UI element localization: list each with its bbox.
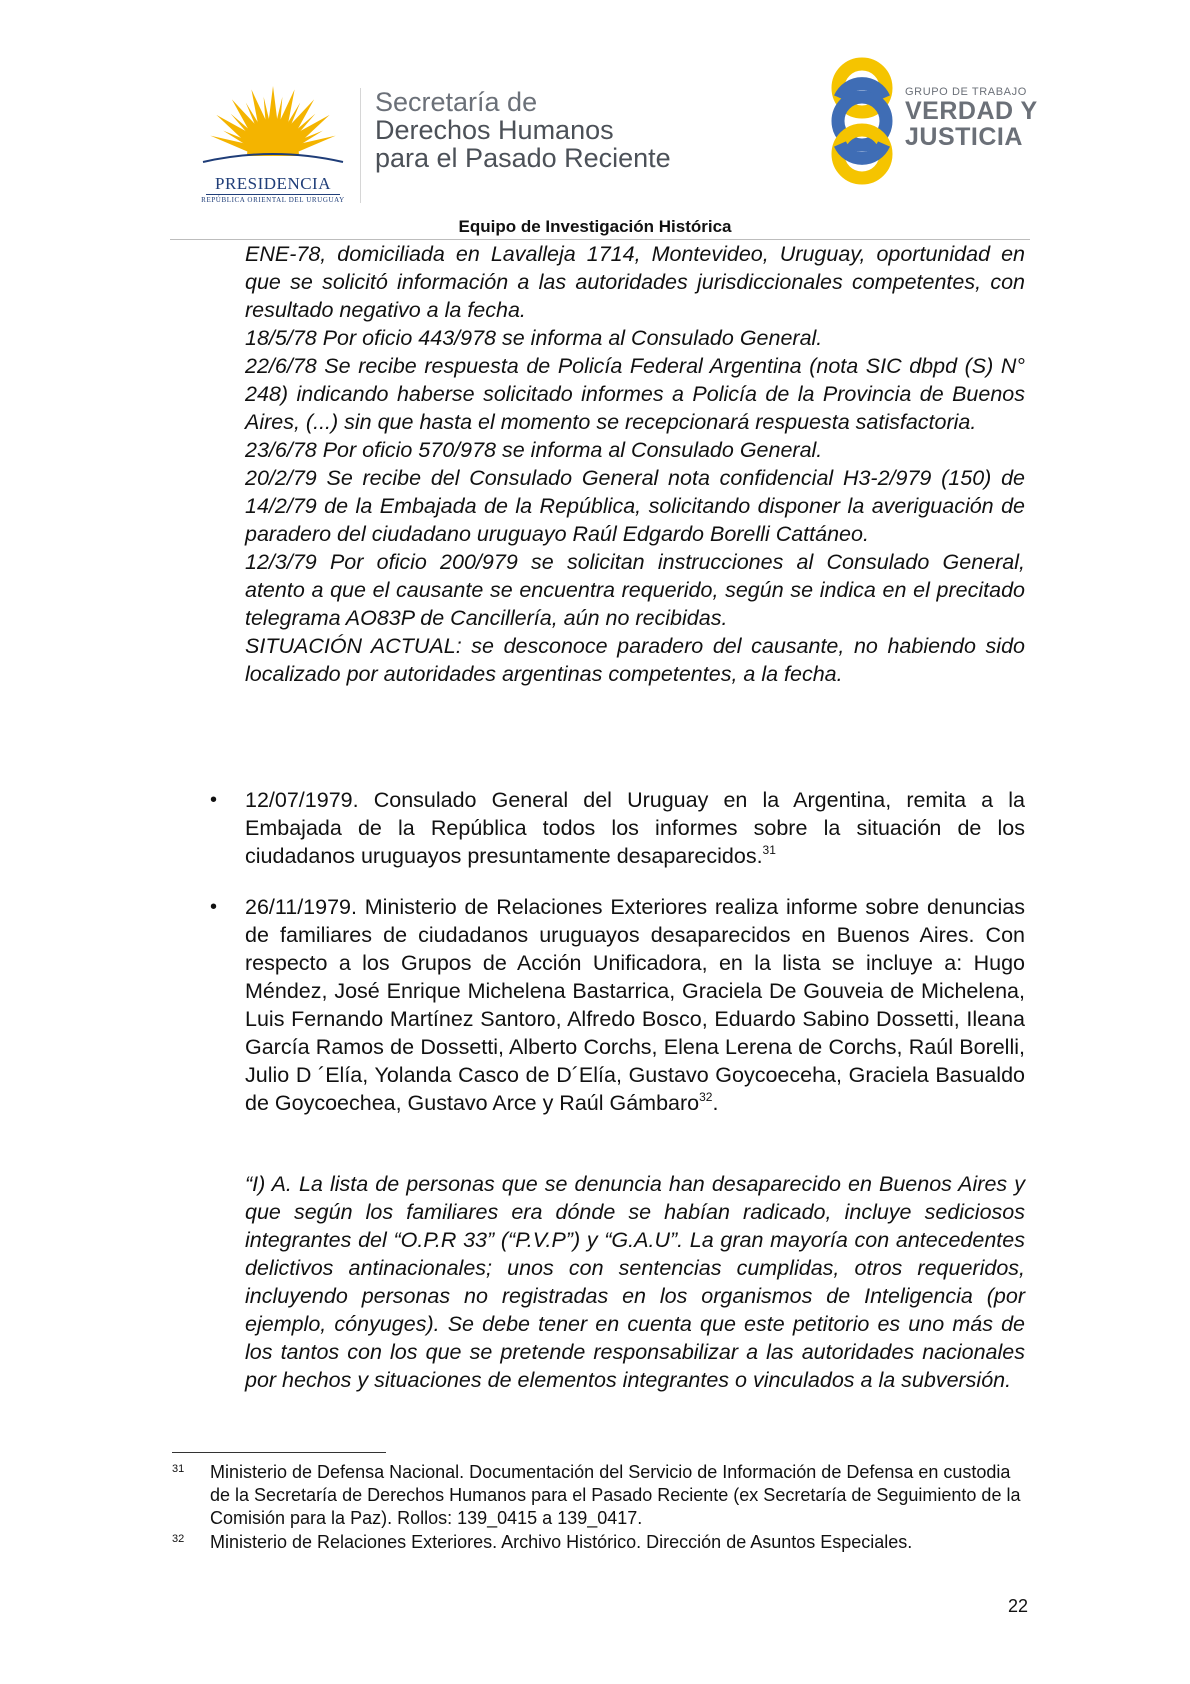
intro-paragraph: 23/6/78 Por oficio 570/978 se informa al Consulado General.	[245, 438, 823, 462]
footnote-number: 32	[172, 1533, 185, 1545]
verdad-justicia-logo	[822, 56, 902, 186]
bullet-text	[245, 893, 1025, 1117]
sun-emblem-icon	[198, 74, 348, 174]
presidencia-subtitle: REPÚBLICA ORIENTAL DEL URUGUAY	[201, 196, 345, 204]
footnote-text: Ministerio de Defensa Nacional. Documentación del Servicio de Información de Defensa en custodia de la Secretaría de Derechos Humanos para el Pasado Reciente (ex Secretaría de Seguimiento de la Comisión para la Paz). Rollos: 139_0415 a 139_0417.	[210, 1462, 1021, 1528]
bullet-end: .	[712, 1091, 719, 1115]
interlocking-rings-icon	[822, 56, 902, 186]
bullet-marker: •	[210, 789, 218, 811]
logo-divider	[360, 88, 361, 203]
vj-line-1: VERDAD Y	[905, 97, 1038, 125]
bullet-marker: •	[210, 896, 218, 918]
footnote-ref[interactable]: 31	[762, 843, 776, 857]
verdad-justicia-text	[905, 86, 1055, 150]
bullet-text	[245, 786, 1025, 870]
intro-paragraph: ENE-78, domiciliada en Lavalleja 1714, Montevideo, Uruguay, oportunidad en que se solicitó información a las autoridades jurisdiccionales competentes, con resultado negativo a la fecha.	[245, 242, 1025, 322]
intro-paragraph: 12/3/79 Por oficio 200/979 se solicitan instrucciones al Consulado General, atento a que el causante se encuentra requerido, según se indica en el precitado telegrama AO83P de Cancillería, aún no recibidas.	[245, 550, 1025, 630]
bullet-body: 26/11/1979. Ministerio de Relaciones Exteriores realiza informe sobre denuncias de familiares de ciudadanos uruguayos desaparecidos en Buenos Aires. Con respecto a los Grupos de Acción Unificadora, en la lista se incluye a: Hugo Méndez, José Enrique Michelena Bastarrica, Graciela De Gouveia de Michelena, Luis Fernando Martínez Santoro, Alfredo Bosco, Eduardo Sabino Dossetti, Ileana García Ramos de Dossetti, Alberto Corchs, Elena Lerena de Corchs, Raúl Borelli, Julio D ´Elía, Yolanda Casco de D´Elía, Gustavo Goycoeceha, Graciela Basualdo de Goycoechea, Gustavo Arce y Raúl Gámbaro	[245, 895, 1025, 1115]
footnote-rule	[172, 1452, 386, 1453]
intro-paragraph: SITUACIÓN ACTUAL: se desconoce paradero del causante, no habiendo sido localizado por autoridades argentinas competentes, a la fecha.	[245, 634, 1025, 686]
footnote-ref[interactable]: 32	[699, 1090, 713, 1104]
page-number: 22	[1007, 1596, 1028, 1616]
letterhead	[170, 48, 1038, 204]
presidencia-rule	[206, 194, 340, 195]
footnote-number: 31	[172, 1463, 185, 1475]
quote-block	[245, 1170, 1025, 1394]
intro-paragraph: 18/5/78 Por oficio 443/978 se informa al Consulado General.	[245, 326, 823, 350]
secretaria-line-2: Derechos Humanos	[375, 115, 614, 145]
secretaria-title	[375, 88, 705, 172]
secretaria-line-3: para el Pasado Reciente	[375, 143, 671, 173]
intro-paragraph: 22/6/78 Se recibe respuesta de Policía Federal Argentina (nota SIC dbpd (S) N° 248) indicando haberse solicitado informes a Policía de la Provincia de Buenos Aires, (...) sin que hasta el momento se recepcionará respuesta satisfactoria.	[245, 354, 1025, 434]
presidencia-logo	[198, 78, 348, 208]
secretaria-line-1: Secretaría de	[375, 87, 538, 117]
footnote-text: Ministerio de Relaciones Exteriores. Archivo Histórico. Dirección de Asuntos Especiales.	[210, 1532, 913, 1552]
team-title: Equipo de Investigación Histórica	[458, 217, 732, 236]
quote-text: “I) A. La lista de personas que se denuncia han desaparecido en Buenos Aires y que según los familiares era dónde se habían radicado, incluye sediciosos integrantes del “O.P.R 33” (“P.V.P”) y “G.A.U”. La gran mayoría con antecedentes delictivos antinacionales; unos con sentencias cumplidas, otros requeridos, incluyendo personas no registradas en los organismos de Inteligencia (por ejemplo, cónyuges). Se debe tener en cuenta que este petitorio es uno más de los tantos con los que se pretende responsabilizar a las autoridades nacionales por hechos y situaciones de elementos integrantes o vinculados a la subversión.	[245, 1172, 1025, 1392]
vj-line-2: JUSTICIA	[905, 123, 1023, 151]
presidencia-name: PRESIDENCIA	[214, 174, 331, 193]
bullet-body: 12/07/1979. Consulado General del Uruguay en la Argentina, remita a la Embajada de la República todos los informes sobre la situación de los ciudadanos uruguayos presuntamente desaparecidos.	[245, 788, 1025, 868]
intro-block	[245, 240, 1025, 688]
intro-paragraph: 20/2/79 Se recibe del Consulado General nota confidencial H3-2/979 (150) de 14/2/79 de la Embajada de la República, solicitando disponer la averiguación de paradero del ciudadano uruguayo Raúl Edgardo Borelli Cattáneo.	[245, 466, 1025, 546]
vj-subtitle: GRUPO DE TRABAJO	[905, 86, 1027, 98]
